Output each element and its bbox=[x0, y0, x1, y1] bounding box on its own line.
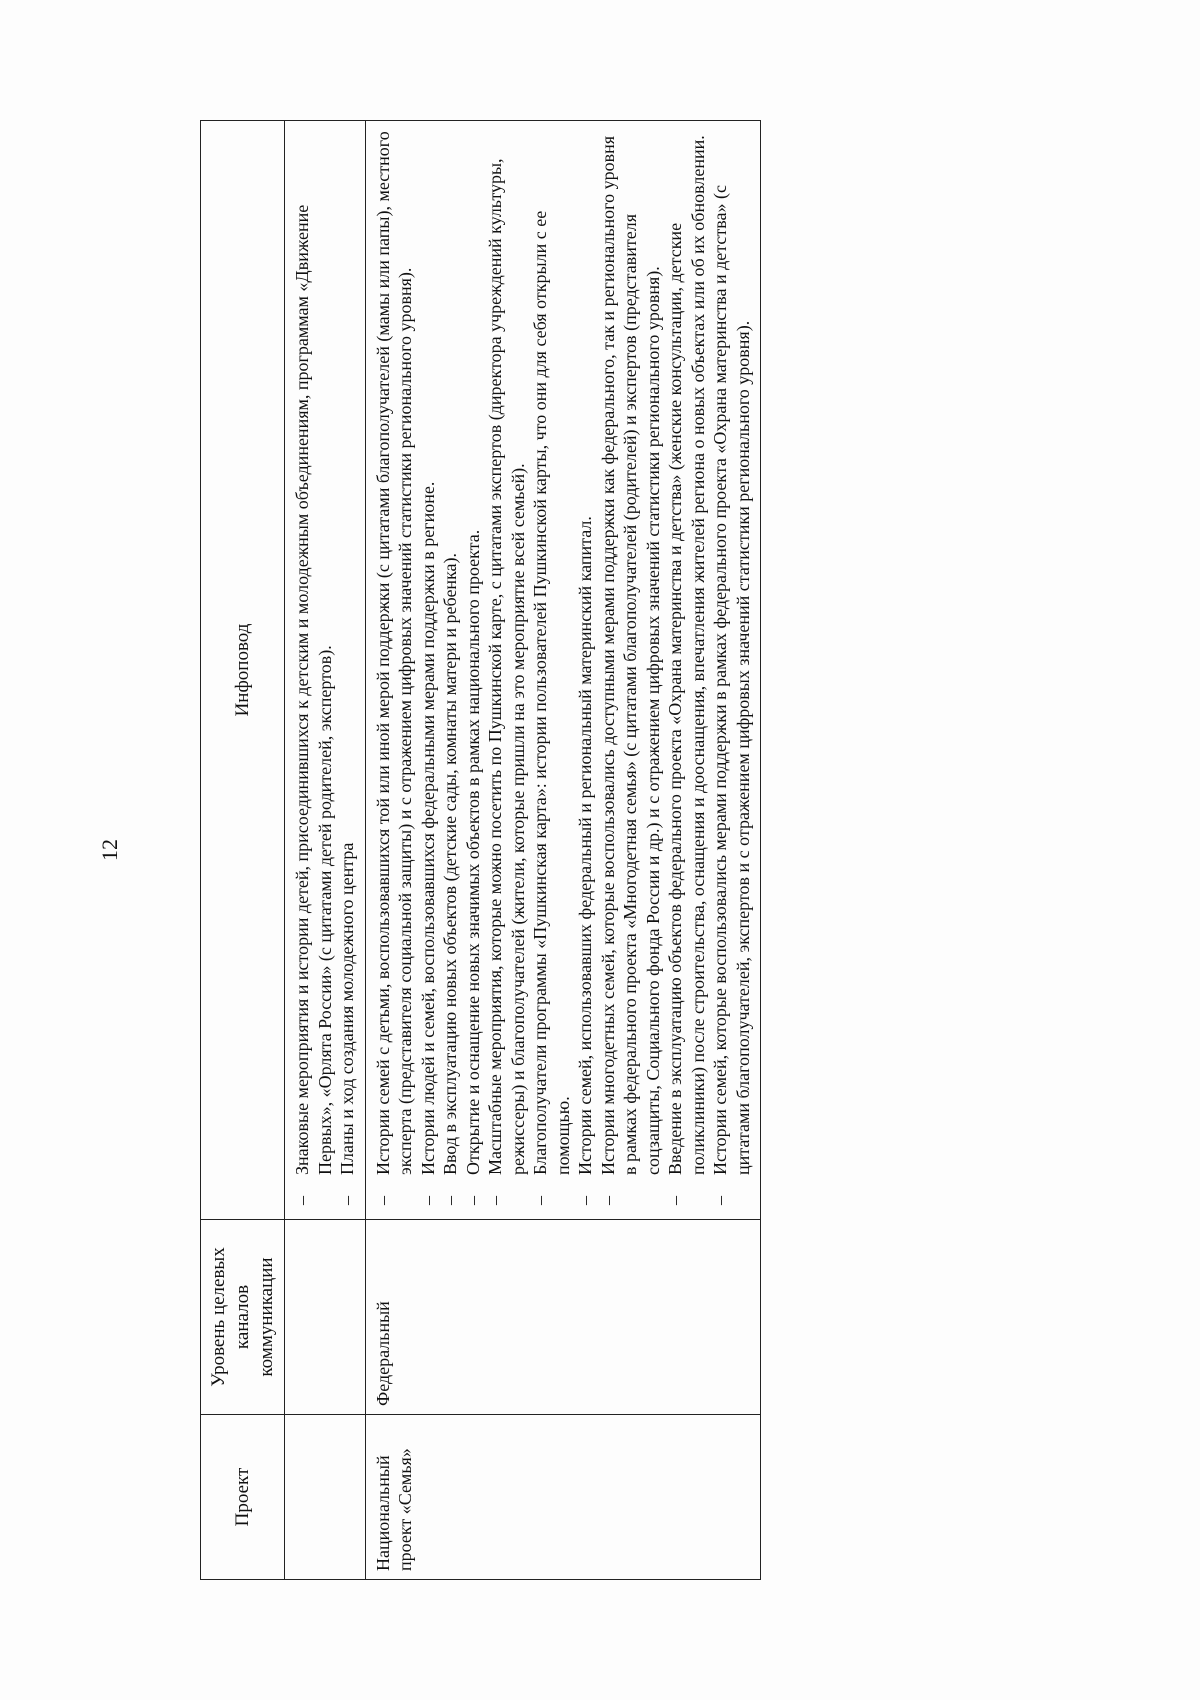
list-item: – Истории людей и семей, воспользовавшихся федеральными мерами поддержки в регионе. bbox=[417, 129, 440, 1211]
rotated-page-content bbox=[80, 100, 1120, 1600]
cell-level: Федеральный bbox=[365, 1220, 761, 1415]
cell-items bbox=[285, 121, 366, 1220]
list-item: – Открытие и оснащение новых значимых объектов в рамках национального проекта. bbox=[462, 129, 485, 1211]
item-list bbox=[372, 129, 755, 1211]
cell-project bbox=[285, 1415, 366, 1580]
page-number: 12 bbox=[97, 839, 122, 861]
table-row bbox=[285, 121, 366, 1580]
cell-items bbox=[365, 121, 761, 1220]
cell-level bbox=[285, 1220, 366, 1415]
list-item: – Истории многодетных семей, которые воспользовались доступными мерами поддержки как федерального, так и регионального уровня в рамках федерального проекта «Многодетная семья» (с цитатами благополучателей (родителей) и экспертов (представителя соцзащиты, Социального фонда России и др.) и с отражением цифровых значений статистики регионального уровня). bbox=[597, 129, 665, 1211]
list-item: – Ввод в эксплуатацию новых объектов (детские сады, комнаты матери и ребенка). bbox=[439, 129, 462, 1211]
list-item: – Истории семей с детьми, воспользовавшихся той или иной мерой поддержки (с цитатами благополучателей (мамы или папы), местного эксперта (представителя социальной защиты) и с отражением цифровых значений статистики регионального уровня). bbox=[372, 129, 417, 1211]
list-item: – Планы и ход создания молодежного центра bbox=[336, 129, 359, 1211]
list-item: – Благополучатели программы «Пушкинская карта»: истории пользователей Пушкинской карты, что они для себя открыли с ее помощью. bbox=[529, 129, 574, 1211]
header-channel-level: Уровень целевых каналов коммуникации bbox=[201, 1220, 285, 1415]
table-row bbox=[365, 121, 761, 1580]
table-header-row bbox=[201, 121, 285, 1580]
list-item: – Масштабные мероприятия, которые можно посетить по Пушкинской карте, с цитатами экспертов (директора учреждений культуры, режиссеры) и благополучателей (жители, которые пришли на это мероприятие всей семьей). bbox=[484, 129, 529, 1211]
header-infopovod: Инфоповод bbox=[201, 121, 285, 1220]
list-item: – Знаковые мероприятия и истории детей, присоединившихся к детским и молодежным объединениям, программам «Движение Первых», «Орлята России» (с цитатами детей родителей, экспертов). bbox=[291, 129, 336, 1211]
list-item: – Введение в эксплуатацию объектов федерального проекта «Охрана материнства и детства» (женские консультации, детские поликлиники) после строительства, оснащения и дооснащения, впечатления жителей региона о новых объектах или об их обновлении. bbox=[664, 129, 709, 1211]
list-item: – Истории семей, использовавших федеральный и региональный материнский капитал. bbox=[574, 129, 597, 1211]
cell-project: Национальный проект «Семья» bbox=[365, 1415, 761, 1580]
infopovod-table bbox=[200, 120, 761, 1580]
item-list bbox=[291, 129, 359, 1211]
list-item: – Истории семей, которые воспользовались мерами поддержки в рамках федерального проекта «Охрана материнства и детства» (с цитатами благополучателей, экспертов и с отражением цифровых значений статистики регионального уровня). bbox=[709, 129, 754, 1211]
header-project: Проект bbox=[201, 1415, 285, 1580]
